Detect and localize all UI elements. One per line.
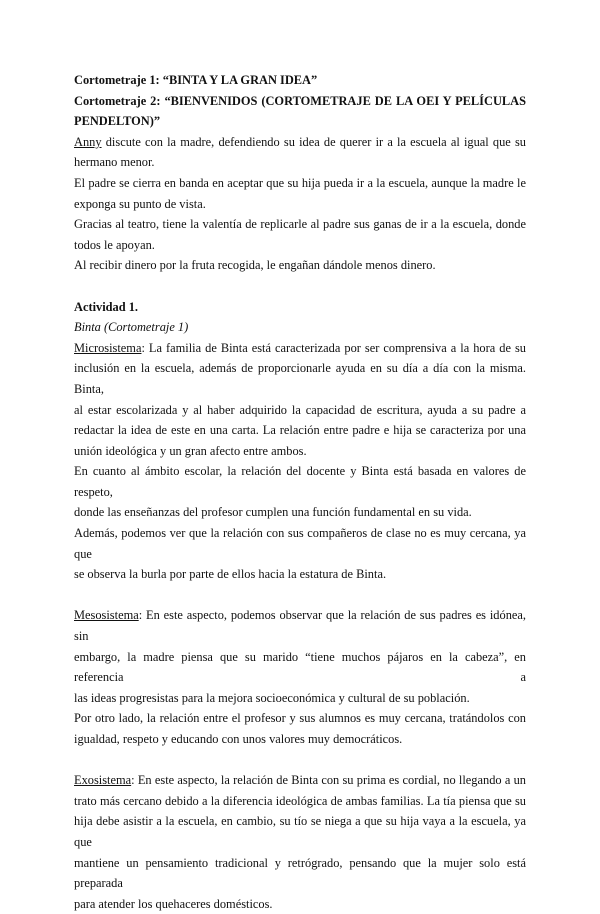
mesosistema-label: Mesosistema	[74, 608, 139, 623]
microsistema-line: redactar la idea de este en una carta. La relación entre padre e hija se caracteriza por una	[74, 423, 526, 438]
microsistema-label: Microsistema	[74, 340, 142, 355]
spacer	[74, 585, 526, 606]
mesosistema-line: igualdad, respeto y educando con unos valores muy democráticos.	[74, 732, 403, 746]
microsistema-line: al estar escolarizada y al haber adquirido la capacidad de escritura, ayuda a su padre a	[74, 402, 526, 417]
exosistema-line: hija debe asistir a la escuela, en cambio, su tío se niega a que su hija vaya a la escuela, ya que	[74, 814, 526, 849]
activity-title: Actividad 1.	[74, 299, 139, 314]
mesosistema-line: las ideas progresistas para la mejora socioeconómica y cultural de su población.	[74, 690, 470, 705]
microsistema-line: unión ideológica y un gran afecto entre ambos.	[74, 443, 307, 458]
microsistema-line: se observa la burla por parte de ellos hacia la estatura de Binta.	[74, 567, 387, 582]
paragraph-anny-line: Gracias al teatro, tiene la valentía de replicarle al padre sus ganas de ir a la escuela, donde	[74, 217, 526, 232]
mesosistema-line: Mesosistema: En este aspecto, podemos observar que la relación de sus padres es idónea, sin	[74, 608, 526, 644]
paragraph-anny-line: todos le apoyan.	[74, 237, 155, 252]
mesosistema-line: Por otro lado, la relación entre el profesor y sus alumnos es muy cercana, tratándolos con	[74, 711, 526, 726]
exosistema-line: mantiene un pensamiento tradicional y retrógrado, pensando que la mujer solo está preparada	[74, 855, 526, 891]
exosistema-line: Exosistema: En este aspecto, la relación de Binta con su prima es cordial, no llegando a un	[74, 773, 526, 788]
paragraph-anny-line: exponga su punto de vista.	[74, 196, 206, 211]
heading-cortometraje-1: Cortometraje 1: “BINTA Y LA GRAN IDEA”	[74, 73, 318, 87]
heading-cortometraje-2-cont: PENDELTON)”	[74, 114, 161, 129]
activity-subtitle: Binta (Cortometraje 1)	[74, 320, 189, 335]
microsistema-line: Además, podemos ver que la relación con sus compañeros de clase no es muy cercana, ya que	[74, 526, 526, 561]
paragraph-anny-line: Al recibir dinero por la fruta recogida, le engañan dándole menos dinero.	[74, 258, 436, 273]
exosistema-line: para atender los quehaceres domésticos.	[74, 896, 273, 911]
anny-name: Anny	[74, 134, 102, 149]
microsistema-line: En cuanto al ámbito escolar, la relación del docente y Binta está basada en valores de respeto,	[74, 464, 526, 499]
microsistema-line: donde las enseñanzas del profesor cumplen una función fundamental en su vida.	[74, 505, 472, 520]
spacer	[74, 276, 526, 297]
microsistema-line: Microsistema: La familia de Binta está caracterizada por ser comprensiva a la hora de su	[74, 340, 526, 355]
paragraph-anny-line: Anny discute con la madre, defendiendo su idea de querer ir a la escuela al igual que su	[74, 134, 526, 149]
microsistema-line: inclusión en la escuela, además de proporcionarle ayuda en su día a día con la misma. Binta,	[74, 361, 526, 396]
paragraph-anny-line: hermano menor.	[74, 155, 155, 170]
mesosistema-line: embargo, la madre piensa que su marido “tiene muchos pájaros en la cabeza”, en referencia a	[74, 649, 526, 685]
paragraph-anny-line: El padre se cierra en banda en aceptar que su hija pueda ir a la escuela, aunque la madre le	[74, 175, 526, 190]
spacer	[74, 750, 526, 771]
exosistema-line: trato más cercano debido a la diferencia ideológica de ambas familias. La tía piensa que su	[74, 793, 526, 808]
exosistema-label: Exosistema	[74, 773, 132, 788]
heading-cortometraje-2: Cortometraje 2: “BIENVENIDOS (CORTOMETRAJE DE LA OEI Y PELÍCULAS	[74, 93, 526, 108]
